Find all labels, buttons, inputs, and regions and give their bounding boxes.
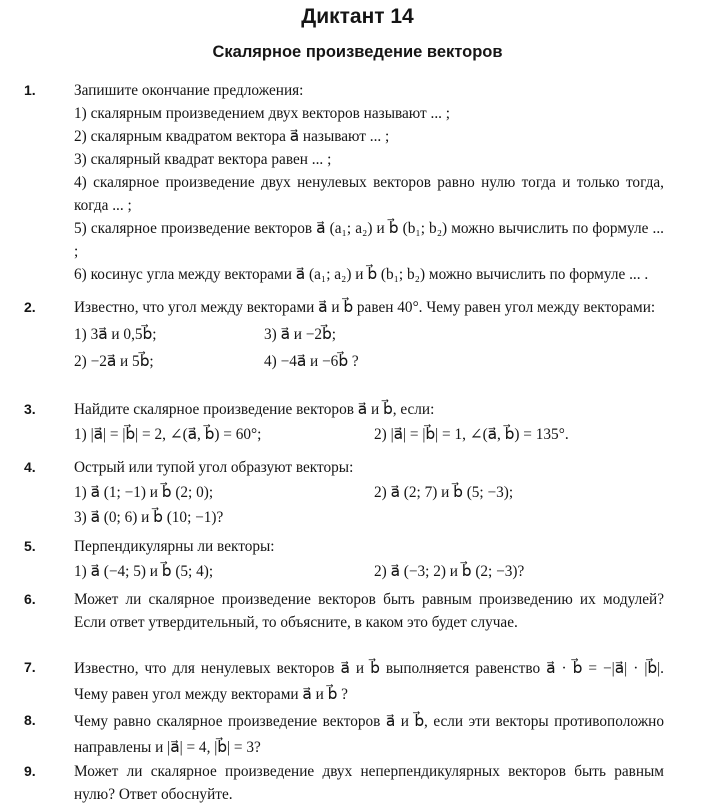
page-title: Диктант 14	[301, 5, 414, 28]
task-text: Известно, что угол между векторами a⃗ и b⃗ равен 40°. Чему равен угол между векторами:	[74, 299, 656, 316]
task-number: 6.	[24, 591, 36, 607]
task-text: Может ли скалярное произведение двух неперпендикулярных векторов быть равным нулю? Ответ обоснуйте.	[74, 763, 664, 803]
task-option: 1) a⃗ (1; −1) и b⃗ (2; 0);	[74, 484, 214, 501]
task-body	[74, 760, 664, 806]
task-option: 3) a⃗ (0; 6) и b⃗ (10; −1)?	[74, 509, 224, 526]
task-number: 5.	[24, 538, 36, 554]
task-option: 3) a⃗ и −2b⃗;	[264, 326, 337, 343]
task-options-row	[74, 323, 664, 346]
task-option: 2) a⃗ (−3; 2) и b⃗ (2; −3)?	[374, 563, 525, 580]
task-line: 3) скалярный квадрат вектора равен ... ;	[74, 151, 332, 168]
task-body	[74, 709, 664, 761]
task-number: 4.	[24, 459, 36, 475]
task-text: Известно, что для ненулевых векторов a⃗ и b⃗ выполняется равенство a⃗ · b⃗ = −|a⃗| · |b⃗|. Чему равен угол между векторами a⃗ и b⃗ ?	[74, 660, 664, 703]
task-body	[74, 296, 664, 373]
task-body	[74, 456, 664, 529]
page-subtitle: Скалярное произведение векторов	[212, 43, 503, 61]
task-line: 4) скалярное произведение двух ненулевых векторов равно нулю тогда и только тогда, когда ... ;	[74, 174, 664, 214]
task-option: 1) 3a⃗ и 0,5b⃗;	[74, 326, 157, 343]
task-option: 2) |a⃗| = |b⃗| = 1, ∠(a⃗, b⃗) = 135°.	[374, 426, 569, 443]
task-body	[74, 79, 664, 286]
task-text: Найдите скалярное произведение векторов a⃗ и b⃗, если:	[74, 401, 435, 418]
task-options-row	[74, 423, 664, 446]
task-text: Острый или тупой угол образуют векторы:	[74, 459, 354, 476]
task-line: 2) скалярным квадратом вектора a⃗ называют ... ;	[74, 128, 390, 145]
task-option: 2) −2a⃗ и 5b⃗;	[74, 353, 154, 370]
task-body	[74, 588, 664, 634]
task-text: Может ли скалярное произведение векторов быть равным произведению их модулей? Если ответ утвердительный, то объясните, в каком это будет случае.	[74, 591, 664, 631]
task-number: 2.	[24, 299, 36, 315]
task-line: 6) косинус угла между векторами a⃗ (a₁; a₂) и b⃗ (b₁; b₂) можно вычислить по формуле ... .	[74, 266, 649, 283]
task-number: 8.	[24, 712, 36, 728]
task-option: 4) −4a⃗ и −6b⃗ ?	[264, 353, 359, 370]
task-options-row	[74, 560, 664, 583]
task-options-row	[74, 481, 664, 504]
task-text: Перпендикулярны ли векторы:	[74, 538, 275, 555]
task-number: 1.	[24, 82, 36, 98]
task-number: 7.	[24, 659, 36, 675]
task-body	[74, 535, 664, 583]
task-option: 1) a⃗ (−4; 5) и b⃗ (5; 4);	[74, 563, 214, 580]
task-line: Запишите окончание предложения:	[74, 82, 304, 99]
task-line: 1) скалярным произведением двух векторов называют ... ;	[74, 105, 451, 122]
task-number: 9.	[24, 763, 36, 779]
task-option: 2) a⃗ (2; 7) и b⃗ (5; −3);	[374, 484, 514, 501]
task-number: 3.	[24, 401, 36, 417]
task-options-row	[74, 350, 664, 373]
task-body	[74, 398, 664, 446]
task-body	[74, 656, 664, 708]
task-line: 5) скалярное произведение векторов a⃗ (a₁; a₂) и b⃗ (b₁; b₂) можно вычислить по формуле ... ;	[74, 220, 664, 260]
task-option: 1) |a⃗| = |b⃗| = 2, ∠(a⃗, b⃗) = 60°;	[74, 426, 262, 443]
task-text: Чему равно скалярное произведение векторов a⃗ и b⃗, если эти векторы противоположно направлены и |a⃗| = 4, |b⃗| = 3?	[74, 713, 664, 756]
